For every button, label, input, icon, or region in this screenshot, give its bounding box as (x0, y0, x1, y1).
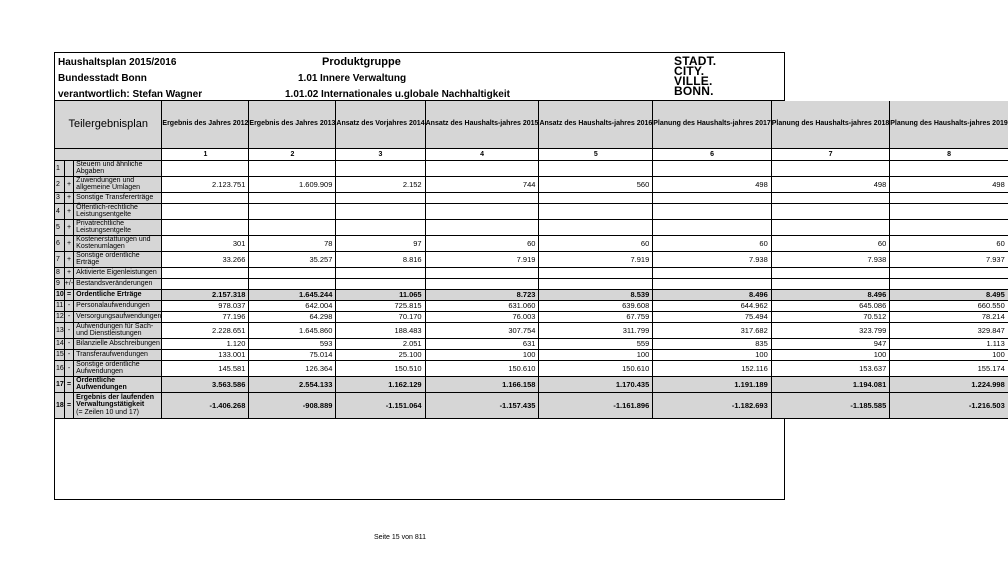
row-label-text: Aktivierte Eigenleistungen (76, 268, 157, 276)
row-number: 12 (56, 313, 64, 320)
value-cell: 2.051 (336, 338, 425, 349)
table-row (55, 289, 1008, 300)
value-cell: 64.298 (249, 311, 336, 322)
value-cell (771, 203, 890, 219)
row-label-text: Bilanzielle Abschreibungen (76, 339, 160, 347)
value-cell (249, 267, 336, 278)
value-cell: 77.196 (162, 311, 249, 322)
row-label (74, 278, 162, 289)
value-cell: 2.152 (336, 176, 425, 192)
row-sign: - (64, 349, 73, 360)
value-cell: 3.563.586 (162, 376, 249, 392)
value-cell: 100 (771, 349, 890, 360)
value-cell (771, 267, 890, 278)
row-sign: + (64, 176, 73, 192)
row-label-text: Bestandsveränderungen (76, 279, 153, 287)
value-cell: 150.610 (539, 360, 653, 376)
value-cell: 978.037 (162, 300, 249, 311)
table-row (55, 192, 1008, 203)
value-cell: 1.191.189 (653, 376, 772, 392)
value-cell: 645.086 (771, 300, 890, 311)
row-sign: + (64, 203, 73, 219)
value-cell: 8.495 (890, 289, 1008, 300)
table-row (55, 251, 1008, 267)
value-cell: 8.816 (336, 251, 425, 267)
row-sign: = (64, 376, 73, 392)
table-row (55, 392, 1008, 418)
value-cell: 631.060 (425, 300, 539, 311)
row-label (74, 203, 162, 219)
value-cell: 631 (425, 338, 539, 349)
row-sign: +/- (64, 280, 74, 287)
row-label-text: Sonstige ordentliche Erträge (76, 251, 140, 266)
column-number: 4 (425, 148, 539, 160)
value-cell: 498 (890, 176, 1008, 192)
value-cell: 301 (162, 235, 249, 251)
column-number-blank (55, 148, 162, 160)
row-label-text: Ergebnis der laufenden Verwaltungstätigkeit (76, 393, 154, 409)
row-number: 11 (56, 302, 64, 309)
value-cell (162, 219, 249, 235)
value-cell: -1.157.435 (425, 392, 539, 418)
value-cell: 8.496 (771, 289, 890, 300)
value-cell (425, 192, 539, 203)
row-label-text: Sonstige ordentliche Aufwendungen (76, 360, 140, 375)
value-cell (425, 278, 539, 289)
table-row (55, 176, 1008, 192)
column-number: 3 (336, 148, 425, 160)
column-header: Planung des Haushalts-jahres 2018 (771, 101, 890, 148)
teilergebnisplan-table (55, 101, 1008, 419)
value-cell: 8.496 (653, 289, 772, 300)
column-header: Ergebnis des Jahres 2012 (162, 101, 249, 148)
value-cell: 60 (425, 235, 539, 251)
row-sign: - (64, 311, 73, 322)
row-label (74, 392, 162, 418)
row-number: 17 (55, 376, 64, 392)
column-number: 6 (653, 148, 772, 160)
column-number: 7 (771, 148, 890, 160)
value-cell (539, 267, 653, 278)
value-cell: 593 (249, 338, 336, 349)
logo-line: STADT. (674, 54, 717, 68)
document-frame (54, 52, 1008, 500)
value-cell: 25.100 (336, 349, 425, 360)
value-cell: 498 (771, 176, 890, 192)
row-label (74, 192, 162, 203)
value-cell: 7.938 (653, 251, 772, 267)
value-cell: 1.224.998 (890, 376, 1008, 392)
value-cell (425, 160, 539, 176)
value-cell: 75.494 (653, 311, 772, 322)
column-number: 1 (162, 148, 249, 160)
table-row (55, 219, 1008, 235)
value-cell: 7.919 (539, 251, 653, 267)
row-label (74, 289, 162, 300)
value-cell: 100 (425, 349, 539, 360)
document-header (55, 53, 784, 101)
row-number: 13 (55, 322, 64, 338)
value-cell (162, 192, 249, 203)
value-cell (162, 267, 249, 278)
row-label (74, 349, 162, 360)
logo-line: VILLE. (674, 74, 713, 88)
value-cell: 498 (653, 176, 772, 192)
logo-line: BONN. (674, 84, 714, 98)
value-cell: 133.001 (162, 349, 249, 360)
value-cell: 2.123.751 (162, 176, 249, 192)
value-cell: 60 (539, 235, 653, 251)
table-row (55, 311, 1008, 322)
city-name: Bundesstadt Bonn (58, 73, 147, 84)
value-cell: 835 (653, 338, 772, 349)
value-cell: 100 (890, 349, 1008, 360)
row-number: 8 (55, 267, 64, 278)
value-cell (162, 160, 249, 176)
table-row (55, 376, 1008, 392)
row-number: 3 (55, 192, 64, 203)
value-cell (336, 267, 425, 278)
row-label-text: Sonstige Transfererträge (76, 193, 154, 201)
value-cell (890, 219, 1008, 235)
value-cell: 33.266 (162, 251, 249, 267)
value-cell: 2.157.318 (162, 289, 249, 300)
row-sign: + (64, 192, 73, 203)
table-row (55, 322, 1008, 338)
value-cell: 145.581 (162, 360, 249, 376)
value-cell (425, 203, 539, 219)
column-header: Ansatz des Vorjahres 2014 (336, 101, 425, 148)
value-cell: -1.182.693 (653, 392, 772, 418)
column-header: Planung des Haushalts-jahres 2019 (890, 101, 1008, 148)
value-cell (890, 160, 1008, 176)
column-header: Planung des Haushalts-jahres 2017 (653, 101, 772, 148)
value-cell: 8.539 (539, 289, 653, 300)
value-cell (539, 160, 653, 176)
row-sign: + (64, 267, 73, 278)
value-cell: 725.815 (336, 300, 425, 311)
value-cell: 1.645.860 (249, 322, 336, 338)
value-cell (890, 278, 1008, 289)
value-cell (425, 267, 539, 278)
value-cell: 644.962 (653, 300, 772, 311)
value-cell (249, 278, 336, 289)
value-cell: -908.889 (249, 392, 336, 418)
plan-title: Haushaltsplan 2015/2016 (58, 57, 177, 68)
row-label-text: Ordentliche Aufwendungen (76, 376, 127, 391)
value-cell: 70.170 (336, 311, 425, 322)
table-row (55, 360, 1008, 376)
value-cell: 560 (539, 176, 653, 192)
value-cell: 78.214 (890, 311, 1008, 322)
value-cell (249, 219, 336, 235)
value-cell (653, 278, 772, 289)
row-sign (64, 160, 73, 176)
value-cell: 307.754 (425, 322, 539, 338)
table-row (55, 267, 1008, 278)
product-code: 1.01.02 (285, 89, 319, 100)
column-header: Ansatz des Haushalts-jahres 2015 (425, 101, 539, 148)
row-label (74, 176, 162, 192)
row-label (74, 376, 162, 392)
table-row (55, 349, 1008, 360)
row-label (74, 219, 162, 235)
row-label-text: Versorgungsaufwendungen (76, 312, 162, 320)
value-cell: 97 (336, 235, 425, 251)
value-cell (336, 219, 425, 235)
value-cell: 1.645.244 (249, 289, 336, 300)
row-number: 2 (55, 176, 64, 192)
table-row (55, 338, 1008, 349)
responsible-person: verantwortlich: Stefan Wagner (58, 89, 203, 100)
row-label (74, 311, 162, 322)
value-cell: 1.120 (162, 338, 249, 349)
value-cell (249, 160, 336, 176)
value-cell: 639.608 (539, 300, 653, 311)
value-cell: 153.637 (771, 360, 890, 376)
value-cell: 1.162.129 (336, 376, 425, 392)
column-number-row (55, 148, 1008, 160)
value-cell: 75.014 (249, 349, 336, 360)
row-label-text: Ordentliche Erträge (76, 290, 142, 298)
column-header-row (55, 101, 1008, 148)
value-cell (890, 192, 1008, 203)
value-cell: 76.003 (425, 311, 539, 322)
row-label (74, 235, 162, 251)
value-cell: 2.228.651 (162, 322, 249, 338)
value-cell: -1.406.268 (162, 392, 249, 418)
value-cell (771, 219, 890, 235)
value-cell: 1.113 (890, 338, 1008, 349)
row-label (74, 300, 162, 311)
value-cell (771, 160, 890, 176)
value-cell: 60 (771, 235, 890, 251)
value-cell: 323.799 (771, 322, 890, 338)
value-cell: 152.116 (653, 360, 772, 376)
row-label (74, 338, 162, 349)
row-number: 7 (55, 251, 64, 267)
product-group-code: 1.01 (298, 73, 318, 84)
value-cell: 100 (539, 349, 653, 360)
value-cell (539, 203, 653, 219)
row-number: 10 (56, 291, 64, 298)
logo-line: CITY. (674, 64, 705, 78)
row-sign: = (64, 289, 73, 300)
value-cell: 70.512 (771, 311, 890, 322)
row-label-text: Privatrechtliche Leistungsentgelte (76, 219, 132, 234)
value-cell: 150.610 (425, 360, 539, 376)
row-sign: - (64, 300, 73, 311)
value-cell (425, 219, 539, 235)
value-cell (890, 203, 1008, 219)
value-cell: 2.554.133 (249, 376, 336, 392)
row-number: 1 (55, 160, 64, 176)
value-cell: 1.194.081 (771, 376, 890, 392)
row-label-text: Aufwendungen für Sach- und Dienstleistungen (76, 322, 154, 337)
product-group-name: Innere Verwaltung (320, 73, 407, 84)
row-sign: - (64, 322, 73, 338)
bonn-logo (674, 56, 716, 96)
value-cell: 7.937 (890, 251, 1008, 267)
column-header: Ansatz des Haushalts-jahres 2016 (539, 101, 653, 148)
value-cell (771, 192, 890, 203)
value-cell (162, 278, 249, 289)
row-label (74, 251, 162, 267)
value-cell (653, 192, 772, 203)
table-row (55, 160, 1008, 176)
row-label-text: Personalaufwendungen (76, 301, 150, 309)
value-cell: 126.364 (249, 360, 336, 376)
row-label (74, 360, 162, 376)
value-cell (336, 192, 425, 203)
value-cell: 1.609.909 (249, 176, 336, 192)
product-group-label: Produktgruppe (322, 56, 401, 68)
value-cell: 7.919 (425, 251, 539, 267)
value-cell: -1.161.896 (539, 392, 653, 418)
table-row (55, 235, 1008, 251)
row-sign: + (64, 219, 73, 235)
value-cell (539, 278, 653, 289)
value-cell (653, 267, 772, 278)
table-title: Teilergebnisplan (55, 101, 162, 148)
value-cell (653, 219, 772, 235)
value-cell (539, 219, 653, 235)
product-name: Internationales u.globale Nachhaltigkeit (321, 89, 510, 100)
table-row (55, 300, 1008, 311)
page-number: Seite 15 von 811 (373, 534, 427, 541)
row-label (74, 160, 162, 176)
value-cell (336, 278, 425, 289)
value-cell (162, 203, 249, 219)
value-cell: 660.550 (890, 300, 1008, 311)
row-sign: - (64, 360, 73, 376)
row-number: 14 (56, 340, 64, 347)
value-cell: 947 (771, 338, 890, 349)
value-cell (539, 192, 653, 203)
row-number: 9 (55, 278, 64, 289)
row-label-text: Öffentlich-rechtliche Leistungsentgelte (76, 203, 138, 218)
row-label (74, 322, 162, 338)
row-number: 5 (55, 219, 64, 235)
value-cell: 150.510 (336, 360, 425, 376)
value-cell (771, 278, 890, 289)
value-cell: 78 (249, 235, 336, 251)
value-cell: 317.682 (653, 322, 772, 338)
value-cell: -1.151.064 (336, 392, 425, 418)
table-row (55, 203, 1008, 219)
row-number: 6 (55, 235, 64, 251)
value-cell: 60 (653, 235, 772, 251)
row-label-note: (= Zeilen 10 und 17) (76, 408, 140, 416)
value-cell (336, 203, 425, 219)
value-cell: 67.759 (539, 311, 653, 322)
value-cell (249, 203, 336, 219)
row-label-text: Steuern und ähnliche Abgaben (76, 160, 143, 175)
column-header: Ergebnis des Jahres 2013 (249, 101, 336, 148)
row-sign: = (64, 392, 73, 418)
value-cell: -1.185.585 (771, 392, 890, 418)
value-cell: 744 (425, 176, 539, 192)
value-cell (653, 203, 772, 219)
value-cell: 642.004 (249, 300, 336, 311)
value-cell: 188.483 (336, 322, 425, 338)
row-number: 18 (55, 392, 64, 418)
row-sign: + (64, 235, 73, 251)
row-sign: + (64, 251, 73, 267)
value-cell: 1.166.158 (425, 376, 539, 392)
value-cell: 8.723 (425, 289, 539, 300)
row-number: 4 (55, 203, 64, 219)
value-cell: 329.847 (890, 322, 1008, 338)
value-cell: 60 (890, 235, 1008, 251)
column-number: 2 (249, 148, 336, 160)
value-cell (653, 160, 772, 176)
row-label-text: Zuwendungen und allgemeine Umlagen (76, 176, 140, 191)
column-number: 5 (539, 148, 653, 160)
row-number: 15 (56, 351, 64, 358)
value-cell: 11.065 (336, 289, 425, 300)
column-number: 8 (890, 148, 1008, 160)
table-row (55, 278, 1008, 289)
value-cell: 155.174 (890, 360, 1008, 376)
value-cell: 35.257 (249, 251, 336, 267)
row-sign: - (64, 338, 73, 349)
value-cell: 559 (539, 338, 653, 349)
row-label-text: Transferaufwendungen (76, 350, 148, 358)
row-label-text: Kostenerstattungen und Kostenumlagen (76, 235, 151, 250)
value-cell (890, 267, 1008, 278)
value-cell: 7.938 (771, 251, 890, 267)
value-cell: 100 (653, 349, 772, 360)
value-cell: -1.216.503 (890, 392, 1008, 418)
value-cell: 1.170.435 (539, 376, 653, 392)
value-cell (336, 160, 425, 176)
row-number: 16 (55, 360, 64, 376)
row-label (74, 267, 162, 278)
value-cell (249, 192, 336, 203)
value-cell: 311.799 (539, 322, 653, 338)
